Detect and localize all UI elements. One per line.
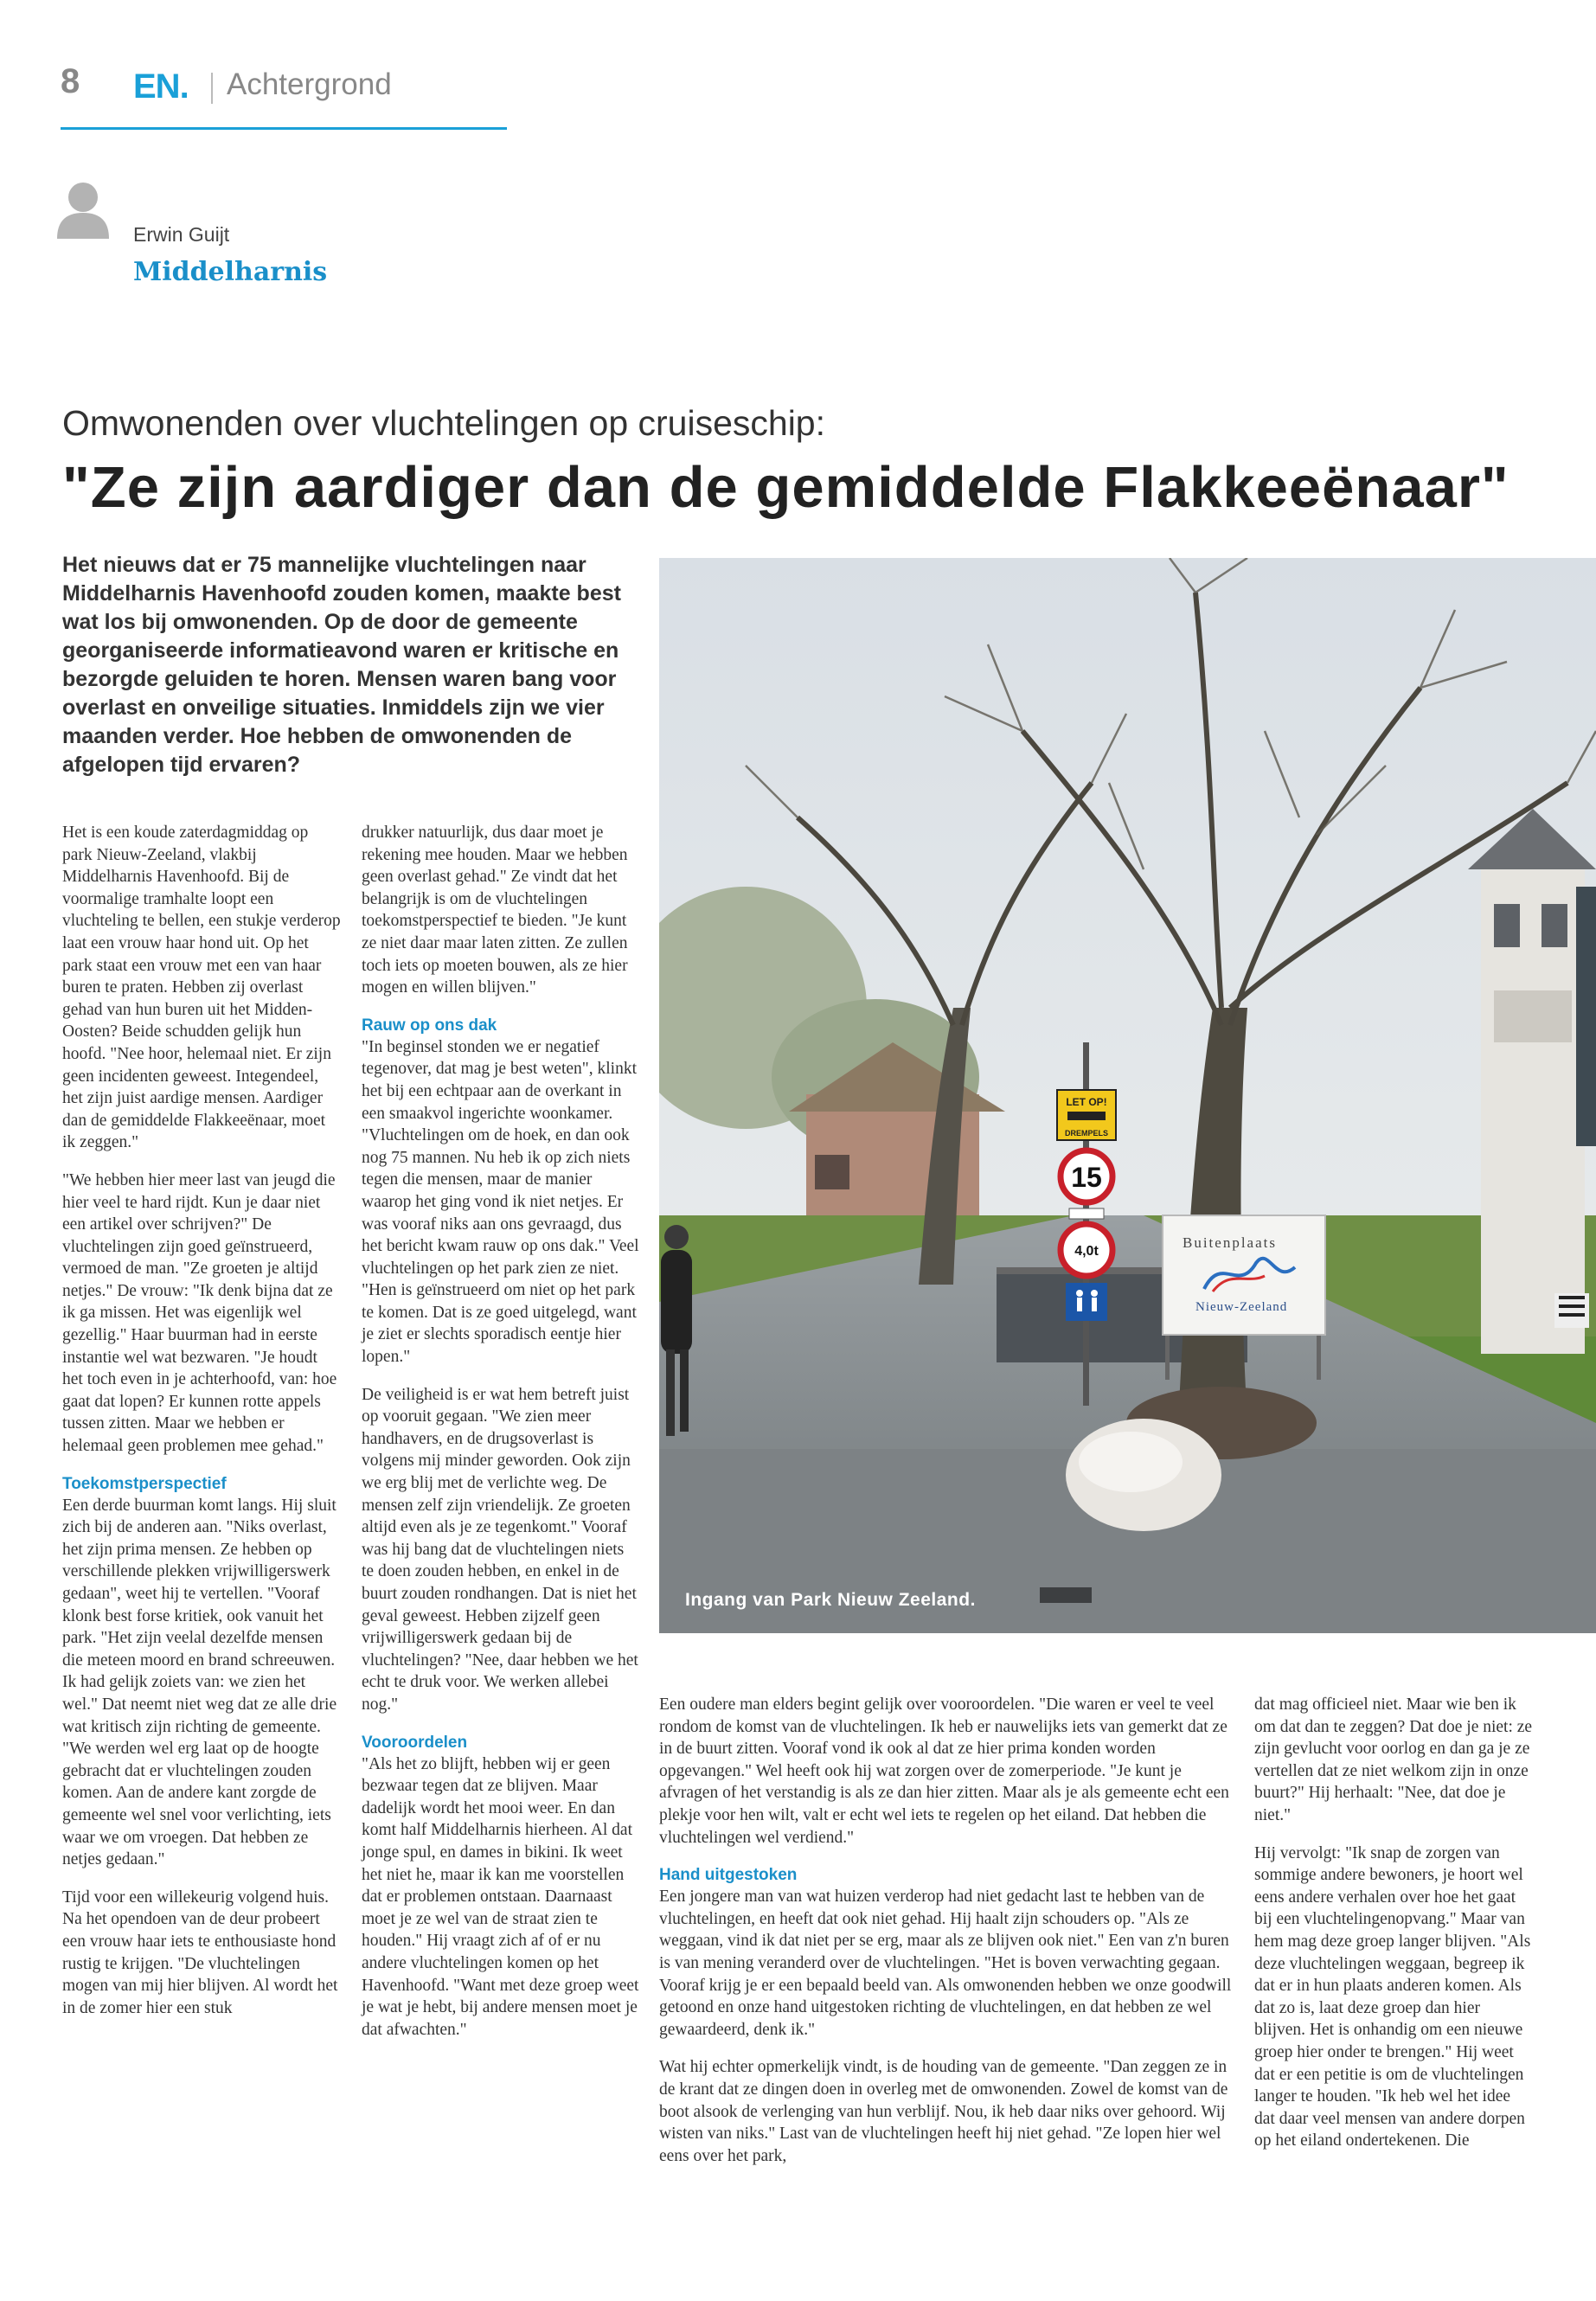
warning-sign-bottom-text: DREMPELS <box>1064 1129 1109 1138</box>
paragraph: Het is een koude zaterdagmiddag op park Nieuw-Zeeland, vlakbij Middelharnis Havenhoofd. Bij de voormalige tramhalte loopt een vluchteling te bellen, een stukje verderop laat een vrouw haar hond uit. Op het park staat een vrouw met een van haar buren te praten. Hebben zij overlast gehad van hun buren uit het Midden-Oosten? Beide schudden gelijk hun hoofd. "Nee hoor, helemaal niet. Er zijn geen incidenten geweest. Integendeel, het zijn juist aardige mensen. Aardiger dan de gemiddelde Flakkeeënaar, moet ik zeggen." <box>62 824 341 1152</box>
paragraph: "We hebben hier meer last van jeugd die hier veel te hard rijdt. Kun je daar niet een artikel over schrijven?" De vluchtelingen zijn goed geïnstrueerd, vermoed de man. "Ze groeten je altijd netjes." De vrouw: "Ik denk bijna dat ze ik ga missen. Het was eigenlijk wel gezellig." Haar buurman had in eerste instantie wel wat bezwaren. "Je houdt het toch even in je achterhoofd, van: hoe gaat dat lopen? Er kunnen rotte appels tussen zitten. Maar we hebben er helemaal geen problemen mee gehad." <box>62 1170 337 1456</box>
paragraph: "In beginsel stonden we er negatief tegenover, dat mag je best weten", klinkt het bij een echtpaar aan de overkant in een smaakvol ingerichte woonkamer. "Vluchtelingen om de hoek, en dan ook nog 75 mannen. Nu heb ik op zich niets tegen die mensen, maar de manier waarop het ging vond ik niet netjes. Er was vooraf niks aan ons gevraagd, dus het bericht kwam rauw op ons dak." Veel vluchtelingen op het park zien ze niet. "Hen is geïnstrueerd om niet op het park te komen. Dat is ze goed uitgelegd, want je ziet er slechts sporadisch eentje hier lopen." <box>362 1037 639 1367</box>
paragraph: Hij vervolgt: "Ik snap de zorgen van sommige andere bewoners, je hoort wel eens andere verhalen over hoe het gaat bij een vluchtelingenopvang." Maar van hem mag deze groep langer blijven. "Als deze vluchtelingen weggaan, begreep ik dat er in hun plaats anderen komen. Als dat zo is, laat deze groep dan hier blijven. Het is onhandig om een nieuwe groep hier onder te brengen." Hij weet dat er een petitie is om de vluchtelingen langer te houden. "Ik heb wel het idee dat daar veel mensen van andere dorpen op het eiland ondertekenen. Die <box>1254 1843 1531 2150</box>
intro-lead: Het nieuws dat er 75 mannelijke vluchtelingen naar Middelharnis Havenhoofd zouden komen, maakte best wat los bij omwonenden. Op de door de gemeente georganiseerde informatieavond waren er kritische en bezorgde geluiden te horen. Mensen waren bang voor overlast en onveilige situaties. Inmiddels zijn we vier maanden verder. Hoe hebben de omwonenden de afgelopen tijd ervaren? <box>62 553 621 777</box>
paragraph: Tijd voor een willekeurig volgend huis. Na het opendoen van de deur probeert een vrouw haar iets te enthousiaste hond rustig te krijgen. "De vluchtelingen mogen van mij hier blijven. Al wordt het in de zomer hier een stuk <box>62 1888 338 2017</box>
subheading: Rauw op ons dak <box>362 1016 497 1035</box>
author-name: Erwin Guijt <box>133 223 230 246</box>
article-column-3 <box>659 1694 1232 2182</box>
section-title: Achtergrond <box>227 67 392 101</box>
park-entrance-illustration <box>659 558 1596 1633</box>
paragraph: Wat hij echter opmerkelijk vindt, is de houding van de gemeente. "Dan zeggen ze in de krant dat ze dingen doen in overleg met de omwonenden. Zowel de komst van de boot alsook de verlenging van hun verblijf. Nou, ik heb daar niks over gehoord. Wij wisten van niks." Last van de vluchtelingen heeft hij niet gehad. "Ze lopen hier wel eens over het park, <box>659 2058 1228 2165</box>
paragraph: Een jongere man van wat huizen verderop had niet gedacht last te hebben van de vluchtelingen, en heeft dat ook niet gehad. Hij haalt zijn schouders op. "Als ze weggaan, vind ik dat niet per se erg, maar als ze blijven ook niet." Een van z'n buren is van mening veranderd over de vluchtelingen. "Het is boven verwachting gegaan. Vooraf krijg je er een bepaald beeld van. Als omwonenden hebben we onze goodwill getoond en onze hand uitgestoken richting de vluchtelingen, en dat hebben ze wel gewaardeerd, denk ik." <box>659 1888 1232 2039</box>
paragraph: dat mag officieel niet. Maar wie ben ik om dat dan te zeggen? Dat doe je niet: ze zijn gevlucht voor oorlog en dan ga je ze vertellen dat ze niet welkom zijn in onze buurt?" Hij herhaalt: "Nee, dat doe je niet." <box>1254 1695 1533 1824</box>
article-column-1 <box>62 822 341 2035</box>
article-column-4 <box>1254 1694 1533 2168</box>
dateline-location: Middelharnis <box>133 257 328 287</box>
header-rule <box>61 127 507 130</box>
park-sign-line1: Buitenplaats <box>1183 1234 1277 1251</box>
avatar-icon <box>57 182 109 239</box>
brand-logo: EN. <box>133 67 189 106</box>
paragraph: De veiligheid is er wat hem betreft juist op vooruit gegaan. "We zien meer handhavers, en de drugsoverlast is volgens mij minder geworden. Ook zijn we erg blij met de verlichte weg. De mensen zelf zijn vriendelijk. Ze groeten altijd even als je ze tegenkomt." Vooraf was hij bang dat de vluchtelingen niets te doen zouden hebben, en enkel in de buurt zouden rondhangen. Dat is niet het geval geweest. Hebben zijzelf geen vrijwilligerswerk gedaan bij de vluchtelingen? "Nee, daar hebben we het echt te druk voor. We werken allebei nog." <box>362 1385 638 1714</box>
speed-limit-text: 15 <box>1071 1162 1102 1193</box>
article-photo <box>659 558 1596 1633</box>
paragraph: drukker natuurlijk, dus daar moet je rekening mee houden. Maar we hebben geen overlast gehad." Ze vindt dat het belangrijk is om de vluchtelingen toekomstperspectief te bieden. "Je kunt ze niet daar maar laten zitten. Ze zullen toch iets op moeten bouwen, als ze hier mogen en willen blijven." <box>362 824 628 997</box>
subheading: Toekomstperspectief <box>62 1474 227 1493</box>
paragraph: "Als het zo blijft, hebben wij er geen bezwaar tegen dat ze blijven. Maar dadelijk wordt het mooi weer. En dan komt half Middelharnis hierheen. Al dat jonge spul, en dames in bikini. Ik weet het niet he, maar ik kan me voorstellen dat er problemen ontstaan. Daarnaast moet je ze wel van de straat zien te houden." Hij vraagt zich af of er nu andere vluchtelingen komen op het Havenhoofd. "Want met deze groep weet je wat je hebt, bij andere mensen moet je dat afwachten." <box>362 1754 639 2039</box>
article-column-2 <box>362 822 640 2056</box>
warning-sign-top-text: LET OP! <box>1066 1096 1107 1108</box>
subheading: Vooroordelen <box>362 1733 468 1752</box>
paragraph: Een derde buurman komt langs. Hij sluit zich bij de anderen aan. "Niks overlast, het zijn prima mensen. Ze hebben op verschillende plekken vrijwilligerswerk gedaan", weet hij te vertellen. "Vooraf klonk best forse kritiek, ook vanuit het park. "Het zijn veelal dezelfde mensen die meteen moord en brand schreeuwen. Ik had gelijk zoiets van: we zien het wel." Dat neemt niet weg dat ze alle drie wat kritisch zijn richting de gemeente. "We werden wel erg laat op de hoogte gebracht dat er vluchtelingen zouden komen. Aan de andere kant zorgde de gemeente wel snel voor verlichting, iets waar we om vroegen. Dat hebben ze netjes gedaan." <box>62 1496 337 1869</box>
park-sign-line2: Nieuw-Zeeland <box>1195 1300 1288 1314</box>
kicker: Omwonenden over vluchtelingen op cruiseschip: <box>62 403 826 443</box>
weight-limit-text: 4,0t <box>1074 1244 1099 1259</box>
page-number: 8 <box>61 62 80 100</box>
headline: "Ze zijn aardiger dan de gemiddelde Flakkeeënaar" <box>62 455 1509 520</box>
header-separator <box>211 73 213 104</box>
photo-caption: Ingang van Park Nieuw Zeeland. <box>685 1590 976 1610</box>
subheading: Hand uitgestoken <box>659 1866 798 1885</box>
paragraph: Een oudere man elders begint gelijk over vooroordelen. "Die waren er veel te veel rondom de komst van de vluchtelingen. Ik heb er nauwelijks iets van gemerkt dat ze in de buurt zitten. Vooraf vond ik ook al dat ze hier prima konden worden opgevangen." Wel heeft ook hij wat zorgen over de zomerperiode. "Je kunt je afvragen of het verstandig is als ze dan hier zitten. Maar als je als gemeente echt een plekje voor hen wilt, valt er echt wel iets te regelen op het eiland. Dat hebben die vluchtelingen wel verdiend." <box>659 1695 1229 1847</box>
